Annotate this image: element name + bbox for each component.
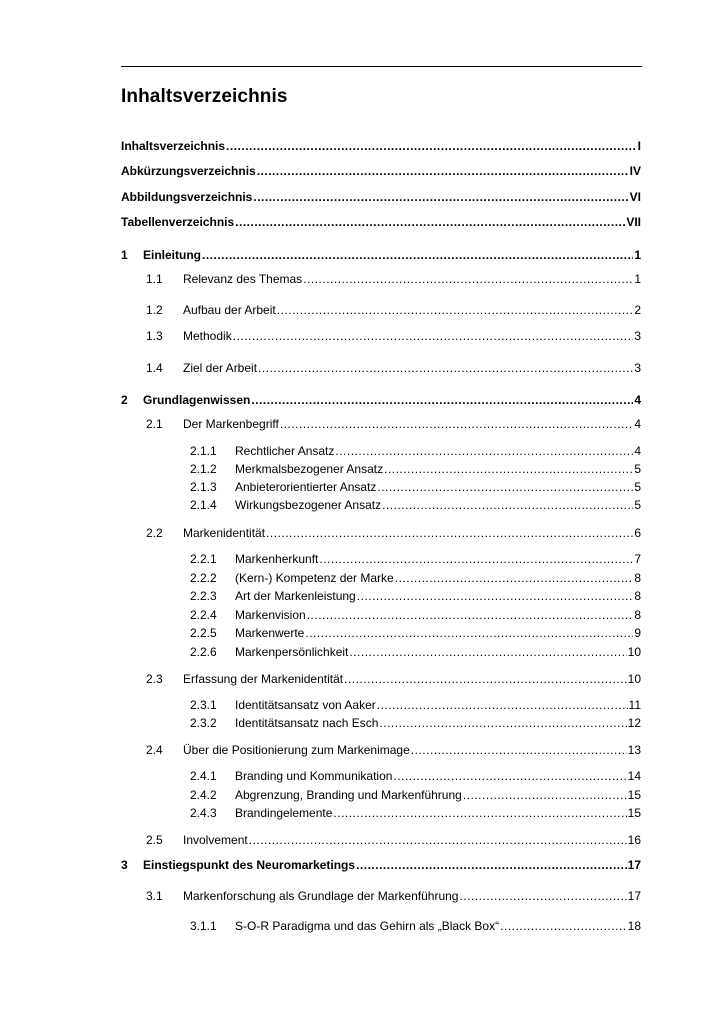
toc-entry-number: 1.2 [146, 303, 163, 317]
toc-entry-page: I [637, 139, 641, 153]
toc-entry-title: Brandingelemente [235, 806, 333, 820]
toc-entry[interactable] [190, 769, 641, 784]
toc-entry-page: 8 [634, 608, 641, 622]
toc-entry-title: Involvement [183, 833, 248, 847]
toc-entry-number: 2.2.4 [190, 608, 217, 622]
toc-entry-title: Identitätsansatz von Aaker [235, 698, 376, 712]
toc-entry-title: Markenherkunft [235, 552, 319, 566]
toc-entry-title: Wirkungsbezogener Ansatz [235, 498, 382, 512]
dot-leader [377, 698, 628, 713]
toc-entry-number: 2.3.1 [190, 698, 217, 712]
dot-leader [356, 858, 627, 873]
toc-entry-page: 2 [634, 303, 641, 317]
dot-leader [459, 889, 626, 904]
toc-entry[interactable] [121, 393, 641, 408]
toc-entry-title: Markenidentität [183, 526, 266, 540]
toc-entry[interactable] [146, 672, 641, 687]
toc-entry-page: 4 [634, 417, 641, 431]
toc-entry-title: Merkmalsbezogener Ansatz [235, 462, 384, 476]
toc-entry-page: 17 [627, 889, 641, 903]
toc-entry[interactable] [146, 361, 641, 376]
dot-leader [384, 462, 633, 477]
toc-entry-page: 13 [627, 743, 641, 757]
toc-entry-title: Grundlagenwissen [143, 393, 251, 407]
toc-entry-number: 2.1.2 [190, 462, 217, 476]
toc-entry-page: 3 [634, 361, 641, 375]
toc-entry-title: Abgrenzung, Branding und Markenführung [235, 788, 462, 802]
dot-leader [463, 788, 627, 803]
toc-entry[interactable] [190, 498, 641, 513]
toc-entry-page: 1 [634, 248, 641, 262]
toc-entry-number: 2.3 [146, 672, 163, 686]
toc-entry-title: Identitätsansatz nach Esch [235, 716, 379, 730]
toc-entry-title: Tabellenverzeichnis [121, 215, 235, 229]
toc-entry-page: VII [626, 215, 641, 229]
toc-entry[interactable] [190, 571, 641, 586]
dot-leader [335, 444, 633, 459]
toc-entry-number: 2.2.5 [190, 626, 217, 640]
toc-entry-title: Markenpersönlichkeit [235, 645, 349, 659]
toc-entry-title: Markenforschung als Grundlage der Markenführung [183, 889, 459, 903]
toc-entry-page: 10 [627, 645, 641, 659]
toc-entry[interactable] [146, 272, 641, 287]
toc-entry[interactable] [190, 480, 641, 495]
toc-entry[interactable] [190, 462, 641, 477]
toc-entry-number: 2 [121, 393, 128, 407]
dot-leader [500, 919, 627, 934]
toc-entry-title: (Kern-) Kompetenz der Marke [235, 571, 394, 585]
dot-leader [344, 672, 627, 687]
toc-entry[interactable] [121, 858, 641, 873]
dot-leader [333, 806, 626, 821]
toc-entry-number: 1 [121, 248, 128, 262]
toc-entry[interactable] [190, 919, 641, 934]
toc-entry-number: 2.1.3 [190, 480, 217, 494]
toc-entry-title: Inhaltsverzeichnis [121, 139, 226, 153]
toc-entry-page: 17 [627, 858, 641, 872]
dot-leader [303, 272, 633, 287]
toc-entry-page: 10 [627, 672, 641, 686]
toc-entry-number: 3.1 [146, 889, 163, 903]
toc-entry-page: 16 [627, 833, 641, 847]
dot-leader [319, 552, 633, 567]
toc-entry[interactable] [146, 526, 641, 541]
dot-leader [382, 498, 633, 513]
dot-leader [357, 589, 634, 604]
dot-leader [251, 393, 633, 408]
toc-entry-number: 1.1 [146, 272, 163, 286]
dot-leader [226, 139, 637, 154]
toc-entry-number: 2.2.3 [190, 589, 217, 603]
toc-entry-title: Abkürzungsverzeichnis [121, 164, 256, 178]
toc-entry[interactable] [146, 329, 641, 344]
toc-entry-title: Der Markenbegriff [183, 417, 279, 431]
toc-entry-page: 8 [634, 589, 641, 603]
toc-entry[interactable] [190, 626, 641, 641]
toc-entry-title: Ziel der Arbeit [183, 361, 258, 375]
toc-entry-number: 2.2.2 [190, 571, 217, 585]
toc-entry[interactable] [121, 190, 641, 205]
toc-entry[interactable] [146, 417, 641, 432]
toc-entry-page: 5 [634, 480, 641, 494]
toc-entry[interactable] [146, 303, 641, 318]
toc-entry-number: 2.2.6 [190, 645, 217, 659]
toc-entry[interactable] [190, 608, 641, 623]
toc-entry[interactable] [190, 806, 641, 821]
toc-entry-number: 1.4 [146, 361, 163, 375]
dot-leader [280, 417, 633, 432]
toc-entry-page: 6 [634, 526, 641, 540]
toc-entry-title: Relevanz des Themas [183, 272, 303, 286]
toc-entry-title: Rechtlicher Ansatz [235, 444, 335, 458]
toc-entry-page: 7 [634, 552, 641, 566]
toc-entry-number: 2.4 [146, 743, 163, 757]
toc-entry-page: 4 [634, 393, 641, 407]
dot-leader [277, 303, 634, 318]
toc-entry[interactable] [190, 552, 641, 567]
toc-entry-page: 14 [627, 769, 641, 783]
toc-entry-page: 4 [634, 444, 641, 458]
toc-entry[interactable] [146, 833, 641, 848]
toc-entry-title: Markenwerte [235, 626, 305, 640]
toc-entry-page: VI [629, 190, 641, 204]
toc-entry-page: 18 [627, 919, 641, 933]
dot-leader [307, 608, 634, 623]
toc-entry[interactable] [121, 215, 641, 230]
dot-leader [395, 571, 634, 586]
toc-entry[interactable] [190, 716, 641, 731]
toc-entry-number: 1.3 [146, 329, 163, 343]
dot-leader [202, 248, 633, 263]
toc-entry-page: 8 [634, 571, 641, 585]
toc-entry-title: Erfassung der Markenidentität [183, 672, 344, 686]
toc-entry-number: 2.4.3 [190, 806, 217, 820]
toc-entry-page: 1 [634, 272, 641, 286]
toc-entry[interactable] [190, 589, 641, 604]
dot-leader [233, 329, 634, 344]
dot-leader [257, 164, 629, 179]
toc-entry-title: Einstiegspunkt des Neuromarketings [143, 858, 356, 872]
dot-leader [349, 645, 626, 660]
toc-entry-title: Über die Positionierung zum Markenimage [183, 743, 410, 757]
toc-entry[interactable] [190, 645, 641, 660]
toc-entry-page: IV [629, 164, 641, 178]
toc-entry[interactable] [121, 164, 641, 179]
toc-entry-title: Art der Markenleistung [235, 589, 356, 603]
toc-entry-number: 2.1.4 [190, 498, 217, 512]
toc-entry-title: Branding und Kommunikation [235, 769, 393, 783]
toc-entry[interactable] [146, 889, 641, 904]
dot-leader [235, 215, 625, 230]
toc-entry[interactable] [190, 698, 641, 713]
dot-leader [258, 361, 633, 376]
toc-entry-number: 2.1 [146, 417, 163, 431]
toc-entry-page: 5 [634, 498, 641, 512]
dot-leader [411, 743, 627, 758]
toc-entry-page: 5 [634, 462, 641, 476]
toc-entry-page: 15 [627, 806, 641, 820]
dot-leader [379, 716, 626, 731]
toc-entry[interactable] [121, 139, 641, 154]
toc-entry-title: Einleitung [143, 248, 201, 262]
toc-entry-number: 3.1.1 [190, 919, 217, 933]
toc-entry[interactable] [190, 444, 641, 459]
dot-leader [253, 190, 628, 205]
toc-entry-number: 2.4.2 [190, 788, 217, 802]
dot-leader [305, 626, 633, 641]
toc-entry-title: Abbildungsverzeichnis [121, 190, 253, 204]
dot-leader [377, 480, 633, 495]
toc-entry-title: Anbieterorientierter Ansatz [235, 480, 377, 494]
toc-entry-title: Methodik [183, 329, 232, 343]
toc-entry-page: 15 [627, 788, 641, 802]
page-title: Inhaltsverzeichnis [121, 86, 288, 107]
toc-entry-title: S-O-R Paradigma und das Gehirn als „Black Box“ [235, 919, 500, 933]
dot-leader [393, 769, 626, 784]
toc-entry-page: 9 [634, 626, 641, 640]
toc-entry-number: 2.2 [146, 526, 163, 540]
toc-entry-page: 12 [627, 716, 641, 730]
toc-entry-number: 2.1.1 [190, 444, 217, 458]
toc-entry-page: 11 [628, 698, 641, 712]
toc-entry-number: 2.2.1 [190, 552, 217, 566]
dot-leader [266, 526, 633, 541]
toc-entry-title: Markenvision [235, 608, 306, 622]
toc-entry-page: 3 [634, 329, 641, 343]
toc-entry[interactable] [146, 743, 641, 758]
toc-entry-number: 2.3.2 [190, 716, 217, 730]
toc-entry-number: 3 [121, 858, 128, 872]
toc-entry[interactable] [190, 788, 641, 803]
toc-entry[interactable] [121, 248, 641, 263]
toc-entry-title: Aufbau der Arbeit [183, 303, 276, 317]
toc-entry-number: 2.4.1 [190, 769, 217, 783]
toc-entry-number: 2.5 [146, 833, 163, 847]
dot-leader [249, 833, 627, 848]
